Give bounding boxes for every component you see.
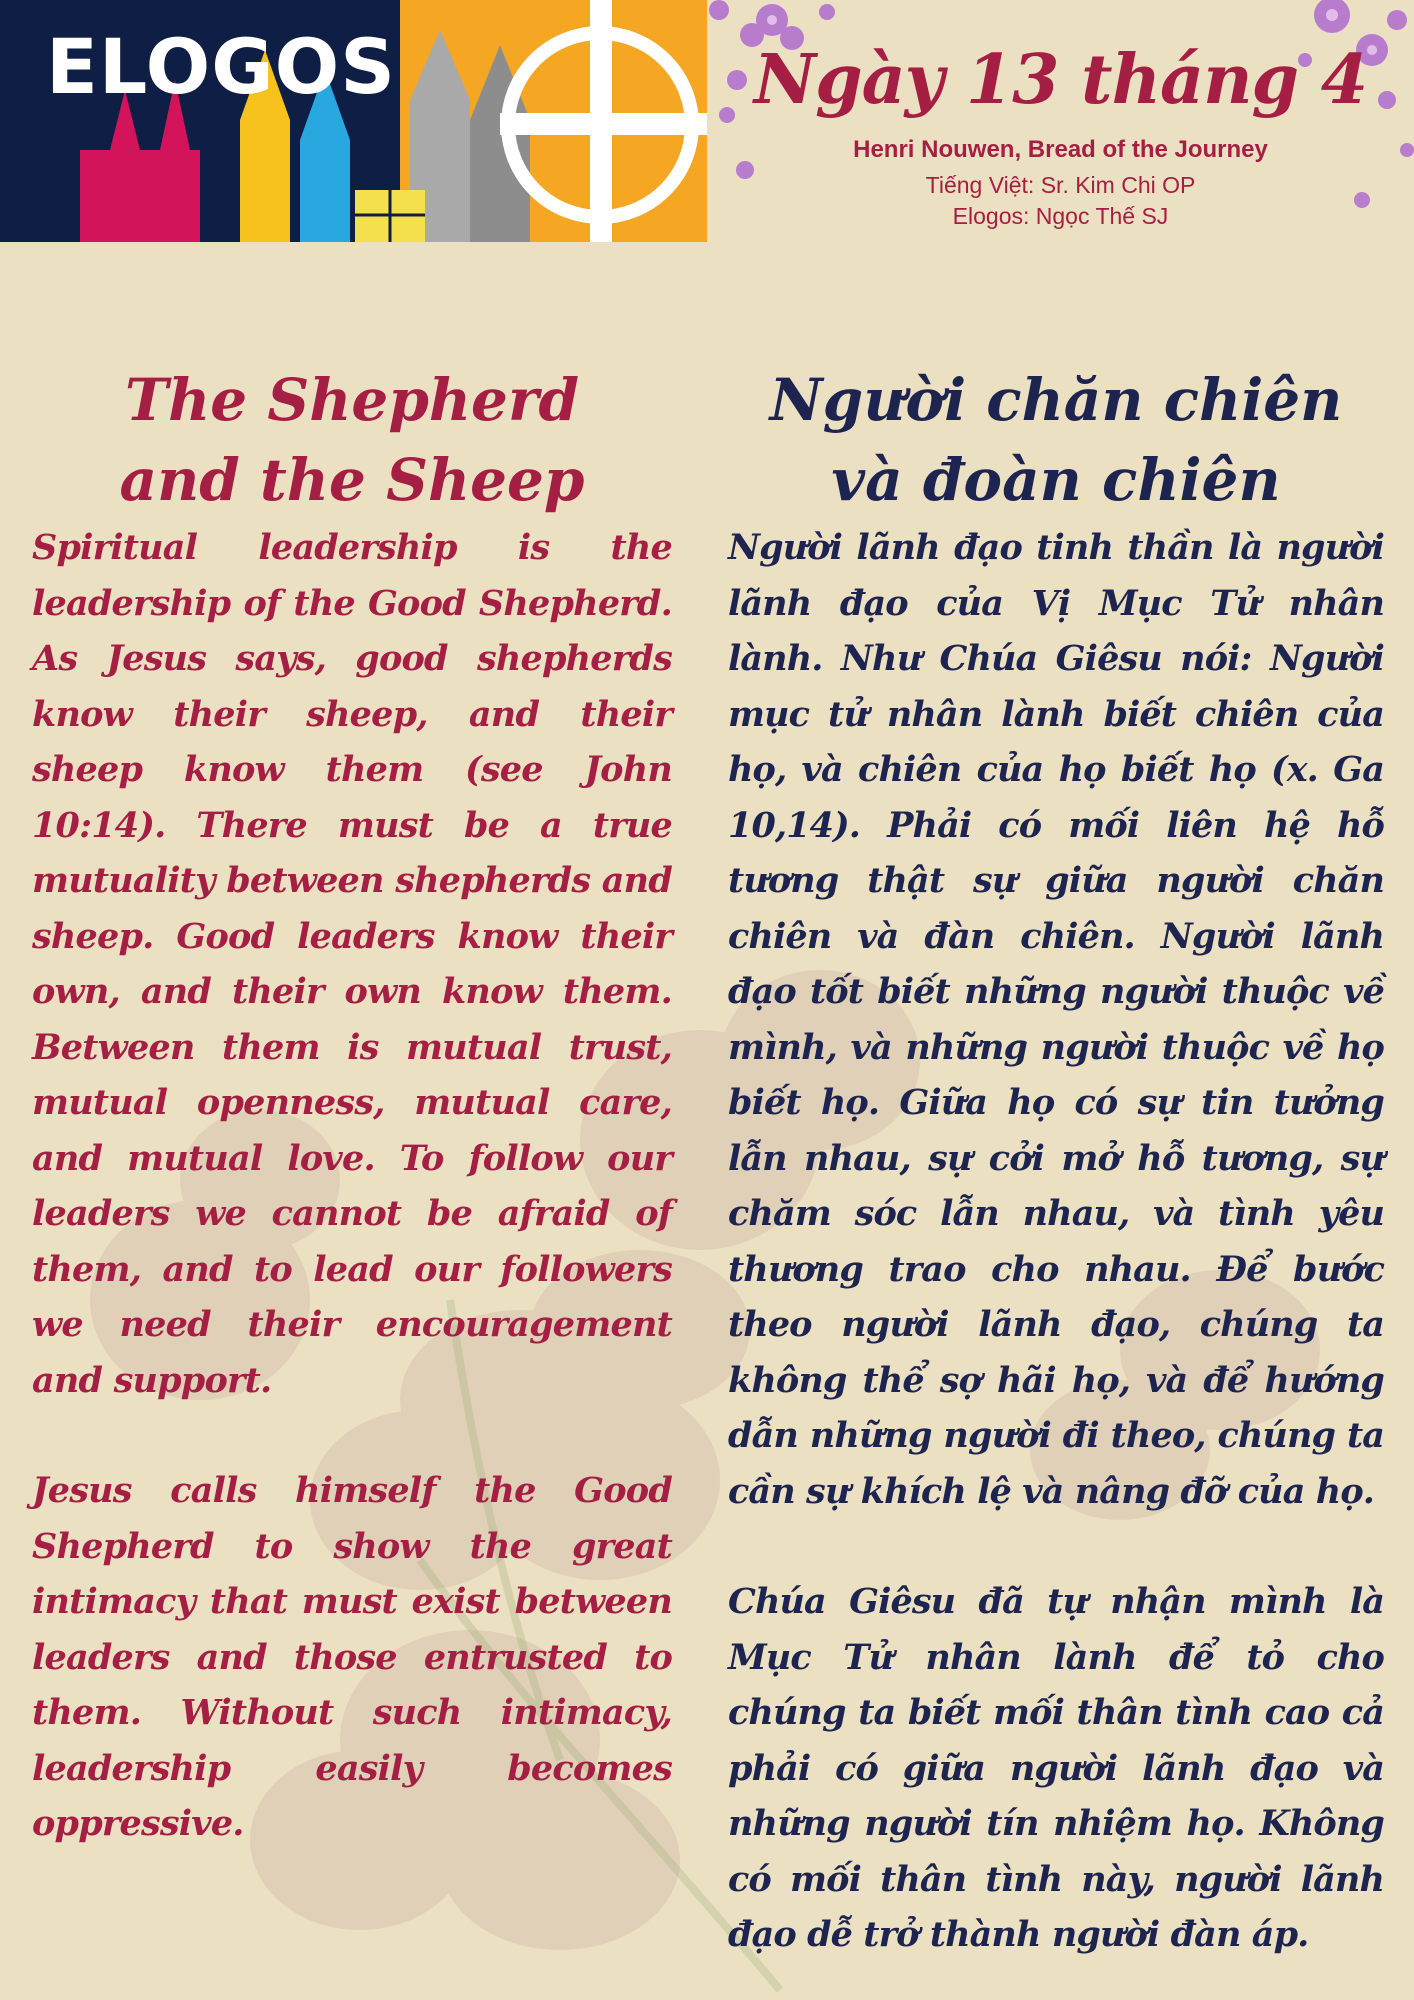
english-paragraph: Jesus calls himself the Good Shepherd to show the great intimacy that must exist between leaders and those entrusted to them. Without such intimacy, leadership easily becomes oppressive. — [32, 1470, 672, 1844]
english-column — [32, 360, 672, 1852]
vietnamese-paragraph: Người lãnh đạo tinh thần là người lãnh đạo của Vị Mục Tử nhân lành. Như Chúa Giêsu nói: Người mục tử nhân lành biết chiên của họ, và chiên của họ biết họ (x. Ga 10,14). Phải có mối liên hệ hỗ tương thật sự giữa người chăn chiên và đàn chiên. Người lãnh đạo tốt biết những người thuộc về mình, và những người thuộc về họ biết họ. Giữa họ có sự tin tưởng lẫn nhau, sự cởi mở hỗ tương, sự chăm sóc lẫn nhau, và tình yêu thương trao cho nhau. Để bước theo người lãnh đạo, chúng ta không thể sợ hãi họ, và để hướng dẫn những người đi theo, chúng ta cần sự khích lệ và nâng đỡ của họ. — [728, 527, 1384, 1512]
vietnamese-paragraph: Chúa Giêsu đã tự nhận mình là Mục Tử nhân lành để tỏ cho chúng ta biết mối thân tình cao cả phải có giữa người lãnh đạo và những người tín nhiệm họ. Không có mối thân tình này, người lãnh đạo dễ trở thành người đàn áp. — [728, 1581, 1384, 1955]
brand-logo-text: ELOGOS — [46, 22, 396, 111]
vietnamese-column — [728, 360, 1384, 1963]
source-credit: Henri Nouwen, Bread of the Journey — [853, 136, 1268, 163]
date-title: Ngày 13 tháng 4 — [753, 40, 1368, 120]
page-header — [707, 0, 1414, 242]
editor-credit: Elogos: Ngọc Thế SJ — [952, 203, 1169, 229]
english-paragraph: Spiritual leadership is the leadership of the Good Shepherd. As Jesus says, good shepherds know their sheep, and their sheep know them (see John 10:14). There must be a true mutuality between shepherds and sheep. Good leaders know their own, and their own know them. Between them is mutual trust, mutual openness, mutual care, and mutual love. To follow our leaders we cannot be afraid of them, and to lead our followers we need their encouragement and support. — [32, 527, 672, 1401]
vietnamese-title: Người chăn chiên và đoàn chiên — [769, 366, 1343, 514]
translator-credit: Tiếng Việt: Sr. Kim Chi OP — [925, 172, 1196, 198]
elogos-banner — [0, 0, 707, 242]
english-title: The Shepherd and the Sheep — [119, 366, 585, 514]
